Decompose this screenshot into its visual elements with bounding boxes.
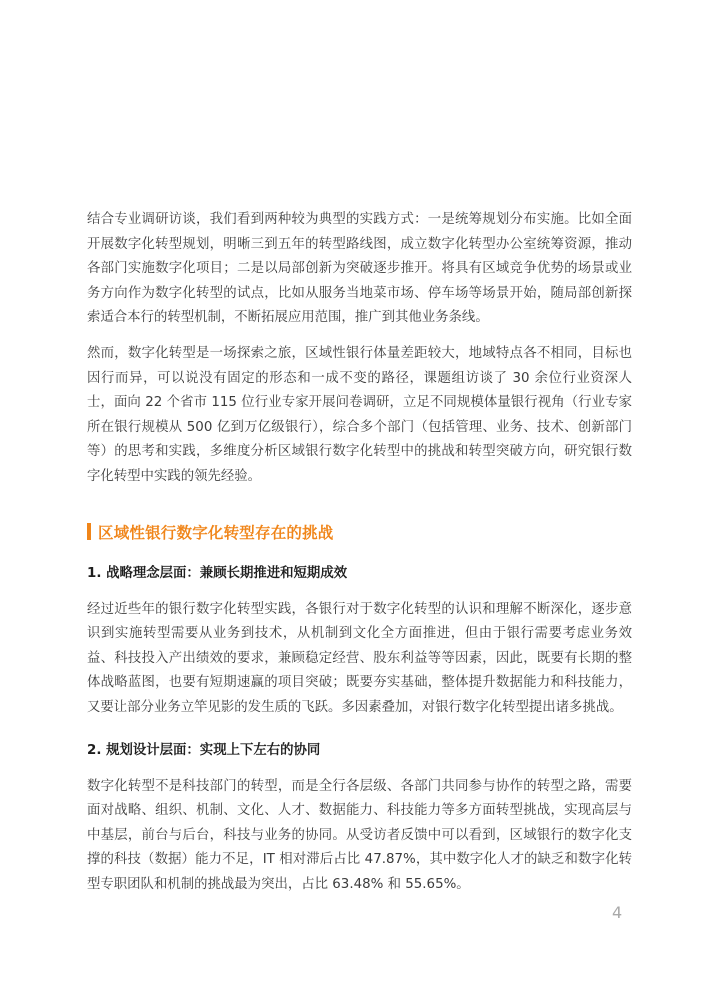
section-accent-bar [87,523,91,540]
section-title: 区域性银行数字化转型存在的挑战 [98,523,334,542]
intro-paragraph-2: 然而，数字化转型是一场探索之旅，区域性银行体量差距较大，地域特点各不相同，目标也因行而异，可以说没有固定的形态和一成不变的路径，课题组访谈了 30 余位行业资深人士，面向 22 个省市 115 位行业专家开展问卷调研，立足不同规模体量银行视角（行业专家所在银行规模从 500 亿到万亿级银行），综合多个部门（包括管理、业务、技术、创新部门等）的思考和实践，多维度分析区域银行数字化转型中的挑战和转型突破方向，研究银行数字化转型中实践的领先经验。 [87,345,632,484]
subsection-heading-2: 2. 规划设计层面：实现上下左右的协同 [87,742,321,758]
subsection-heading-1: 1. 战略理念层面：兼顾长期推进和短期成效 [87,565,348,581]
subsection-body-2: 数字化转型不是科技部门的转型，而是全行各层级、各部门共同参与协作的转型之路，需要面对战略、组织、机制、文化、人才、数据能力、科技能力等多方面转型挑战，实现高层与中基层，前台与后台，科技与业务的协同。从受访者反馈中可以看到，区域银行的数字化支撑的科技（数据）能力不足，IT 相对滞后占比 47.87%，其中数字化人才的缺乏和数字化转型专职团队和机制的挑战最为突出，占比 63.48% 和 55.65%。 [87,778,632,892]
section-heading [87,520,632,544]
page-number: 4 [612,903,623,922]
document-body [87,208,632,897]
subsection-body-1: 经过近些年的银行数字化转型实践，各银行对于数字化转型的认识和理解不断深化，逐步意识到实施转型需要从业务到技术，从机制到文化全方面推进，但由于银行需要考虑业务效益、科技投入产出绩效的要求，兼顾稳定经营、股东利益等等因素，因此，既要有长期的整体战略蓝图，也要有短期速赢的项目突破；既要夯实基础，整体提升数据能力和科技能力，又要让部分业务立竿见影的发生质的飞跃。多因素叠加，对银行数字化转型提出诸多挑战。 [87,601,632,715]
intro-paragraph-1: 结合专业调研访谈，我们看到两种较为典型的实践方式：一是统筹规划分布实施。比如全面开展数字化转型规划，明晰三到五年的转型路线图，成立数字化转型办公室统筹资源，推动各部门实施数字化项目；二是以局部创新为突破逐步推开。将具有区域竞争优势的场景或业务方向作为数字化转型的试点，比如从服务当地菜市场、停车场等场景开始，随局部创新探索适合本行的转型机制，不断拓展应用范围，推广到其他业务条线。 [87,212,632,326]
